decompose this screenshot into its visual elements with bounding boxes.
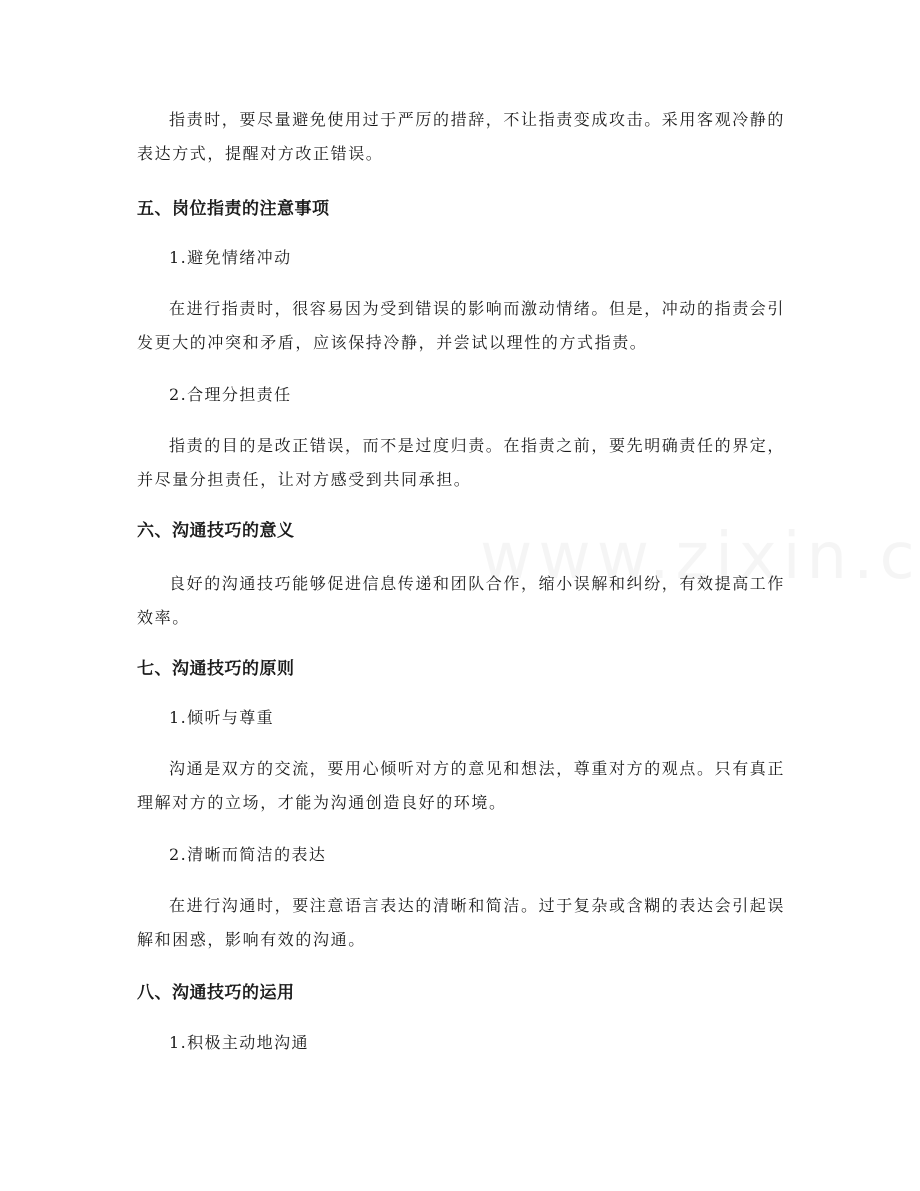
subheading-5-2: 2.合理分担责任 bbox=[169, 385, 292, 404]
section-heading-6: 六、沟通技巧的意义 bbox=[137, 521, 295, 541]
section-heading-7: 七、沟通技巧的原则 bbox=[137, 659, 295, 679]
paragraph-avoid-impulse: 在进行指责时，很容易因为受到错误的影响而激动情绪。但是，冲动的指责会引发更大的冲突和矛盾，应该保持冷静，并尝试以理性的方式指责。 bbox=[137, 299, 786, 352]
paragraph-communication-meaning: 良好的沟通技巧能够促进信息传递和团队合作，缩小误解和纠纷，有效提高工作效率。 bbox=[137, 574, 786, 627]
paragraph-clear-concise: 在进行沟通时，要注意语言表达的清晰和简洁。过于复杂或含糊的表达会引起误解和困惑，影响有效的沟通。 bbox=[137, 896, 786, 949]
subheading-8-1: 1.积极主动地沟通 bbox=[169, 1033, 309, 1052]
section-heading-5: 五、岗位指责的注意事项 bbox=[137, 199, 330, 219]
section-heading-8: 八、沟通技巧的运用 bbox=[137, 983, 295, 1003]
subheading-7-1: 1.倾听与尊重 bbox=[169, 708, 275, 727]
subheading-7-2: 2.清晰而简洁的表达 bbox=[169, 845, 327, 864]
paragraph-share-responsibility: 指责的目的是改正错误，而不是过度归责。在指责之前，要先明确责任的界定，并尽量分担责任，让对方感受到共同承担。 bbox=[137, 436, 786, 489]
paragraph-listen-respect: 沟通是双方的交流，要用心倾听对方的意见和想法，尊重对方的观点。只有真正理解对方的立场，才能为沟通创造良好的环境。 bbox=[137, 759, 786, 812]
paragraph-criticism-tone: 指责时，要尽量避免使用过于严厉的措辞，不让指责变成攻击。采用客观冷静的表达方式，提醒对方改正错误。 bbox=[137, 110, 786, 163]
subheading-5-1: 1.避免情绪冲动 bbox=[169, 248, 292, 267]
